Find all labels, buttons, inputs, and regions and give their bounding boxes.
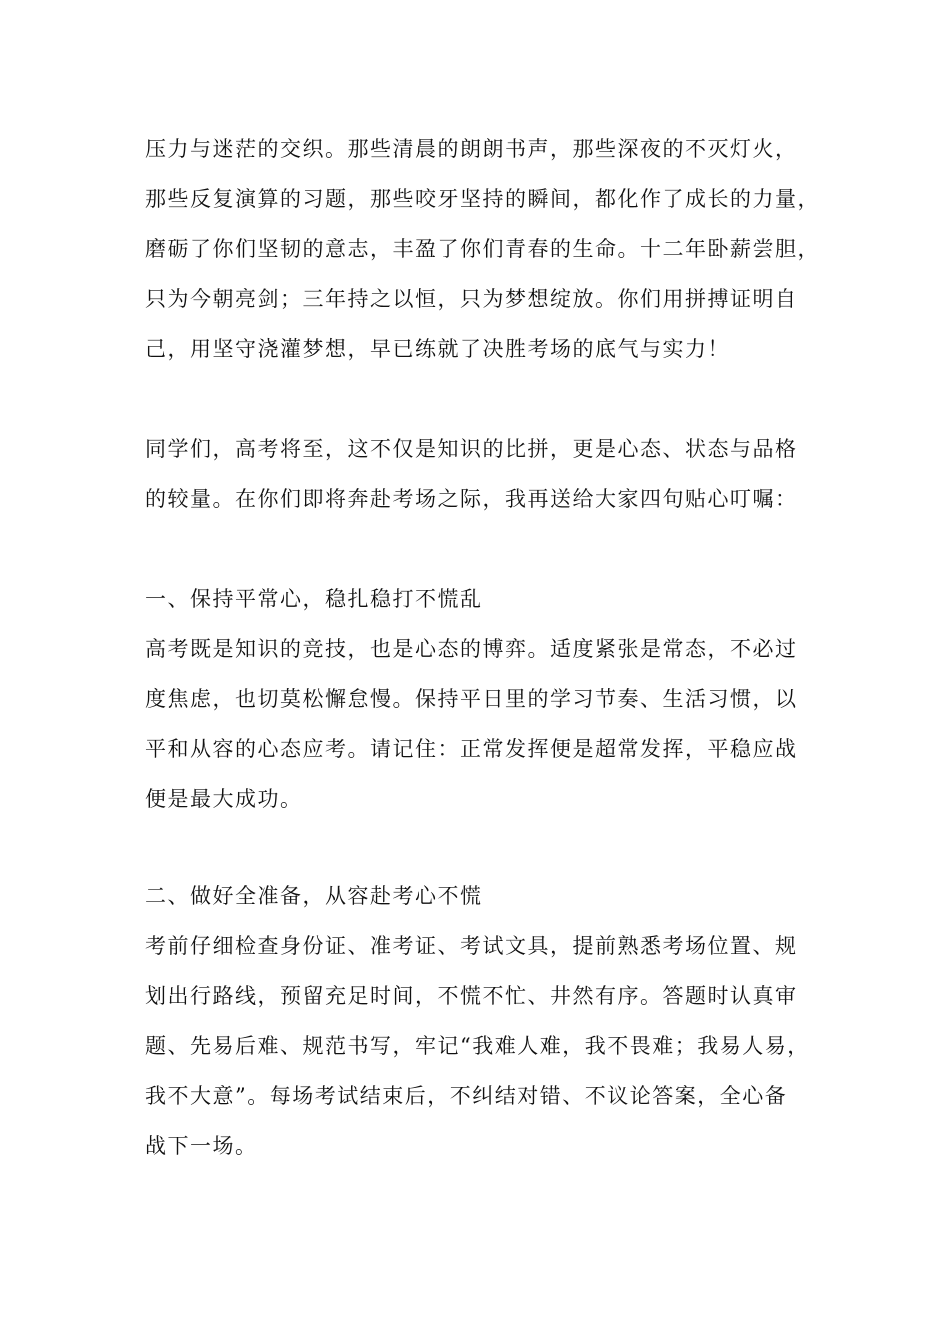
text-line: 题、先易后难、规范书写，牢记“我难人难，我不畏难；我易人易，	[145, 1034, 810, 1058]
text-line: 度焦虑，也切莫松懈怠慢。保持平日里的学习节奏、生活习惯，以	[145, 687, 798, 711]
text-line: 压力与迷茫的交织。那些清晨的朗朗书声，那些深夜的不灭灯火，	[145, 137, 798, 161]
text-line: 只为今朝亮剑；三年持之以恒，只为梦想绽放。你们用拼搏证明自	[145, 287, 798, 311]
section-2	[145, 871, 845, 1171]
text-line: 己，用坚守浇灌梦想，早已练就了决胜考场的底气与实力！	[145, 337, 730, 361]
text-line: 考前仔细检查身份证、准考证、考试文具，提前熟悉考场位置、规	[145, 934, 798, 958]
text-line: 划出行路线，预留充足时间，不慌不忙、井然有序。答题时认真审	[145, 984, 798, 1008]
section-heading: 二、做好全准备，从容赴考心不慌	[145, 884, 483, 908]
text-line: 我不大意”。每场考试结束后，不纠结对错、不议论答案，全心备	[145, 1084, 788, 1108]
text-line: 平和从容的心态应考。请记住：正常发挥便是超常发挥，平稳应战	[145, 737, 798, 761]
text-line: 战下一场。	[145, 1134, 258, 1158]
section-heading: 一、保持平常心，稳扎稳打不慌乱	[145, 587, 483, 611]
text-line: 的较量。在你们即将奔赴考场之际，我再送给大家四句贴心叮嘱：	[145, 487, 798, 511]
text-line: 磨砺了你们坚韧的意志，丰盈了你们青春的生命。十二年卧薪尝胆，	[145, 237, 820, 261]
text-line: 便是最大成功。	[145, 787, 303, 811]
text-line: 那些反复演算的习题，那些咬牙坚持的瞬间，都化作了成长的力量，	[145, 187, 820, 211]
text-line: 同学们，高考将至，这不仅是知识的比拼，更是心态、状态与品格	[145, 437, 798, 461]
text-line: 高考既是知识的竞技，也是心态的博弈。适度紧张是常态，不必过	[145, 637, 798, 661]
paragraph-2	[145, 424, 845, 524]
section-1	[145, 574, 845, 824]
paragraph-1	[145, 124, 845, 374]
